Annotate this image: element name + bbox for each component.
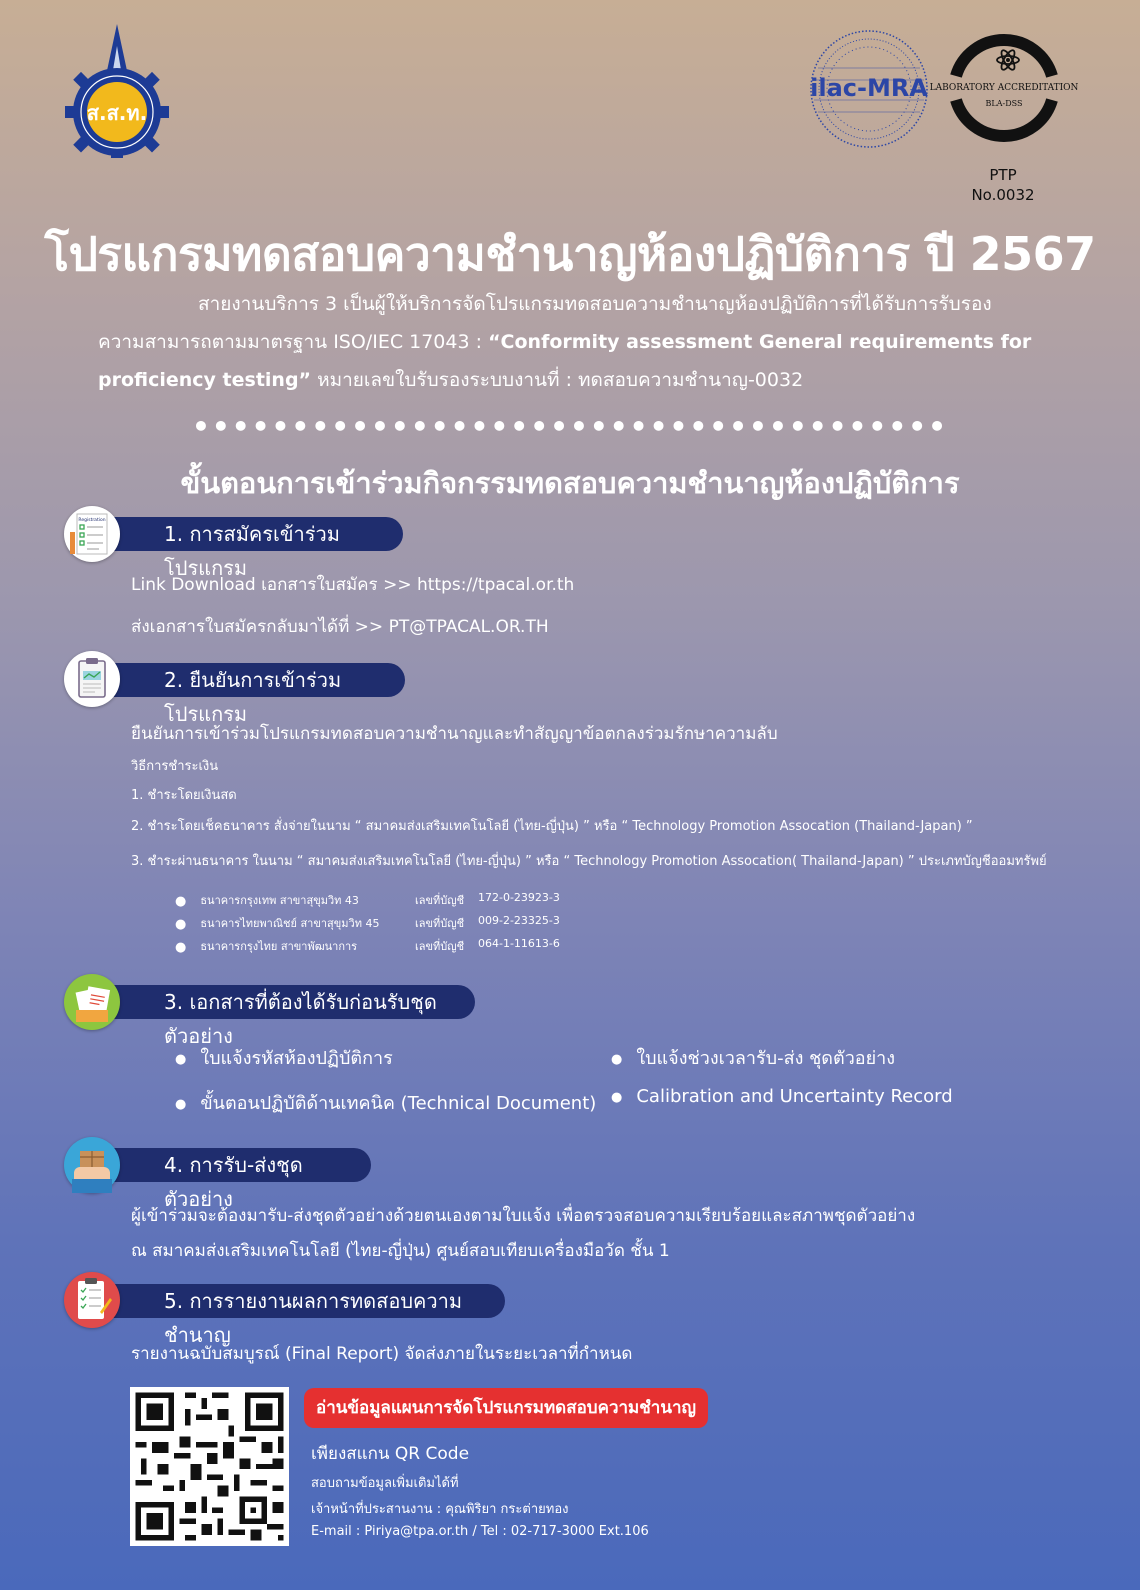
ptp-line1: PTP <box>989 166 1017 184</box>
step1-pill: 1. การสมัครเข้าร่วมโปรแกรม <box>92 517 403 551</box>
qr-code[interactable] <box>130 1387 289 1546</box>
bank-name-2: ● ธนาคารไทยพาณิชย์ สาขาสุขุมวิท 45 <box>175 914 379 932</box>
intro-line2: ความสามารถตามมาตรฐาน ISO/IEC 17043 : “Conformity assessment General requirements for <box>98 331 1032 353</box>
page-title: โปรแกรมทดสอบความชำนาญห้องปฏิบัติการ ปี 2567 <box>44 227 1096 281</box>
payment-transfer: 3. ชำระผ่านธนาคาร ในนาม “ สมาคมส่งเสริมเทคโนโลยี (ไทย-ญี่ปุ่น) ” หรือ “ Technology Promotion Assocation( Thailand-Japan) ” ประเภทบัญชีออมทรัพย์ <box>131 854 1047 869</box>
payment-title: วิธีการชำระเงิน <box>131 759 219 774</box>
svg-text:Registration: Registration <box>78 518 106 523</box>
contact-email-tel[interactable]: E-mail : Piriya@tpa.or.th / Tel : 02-717-3000 Ext.106 <box>311 1524 649 1539</box>
step1-download-link[interactable]: Link Download เอกสารใบสมัคร >> https://tpacal.or.th <box>131 575 575 595</box>
step4-pill: 4. การรับ-ส่งชุดตัวอย่าง <box>92 1148 371 1182</box>
step2-pill: 2. ยืนยันการเข้าร่วมโปรแกรม <box>92 663 405 697</box>
bank-name-1: ● ธนาคารกรุงเทพ สาขาสุขุมวิท 43 <box>175 891 359 909</box>
bank-number-3: 064-1-11613-6 <box>478 937 560 950</box>
contact-intro: สอบถามข้อมูลเพิ่มเติมได้ที่ <box>311 1476 459 1491</box>
step4-text-line1: ผู้เข้าร่วมจะต้องมารับ-ส่งชุดตัวอย่างด้วยตนเองตามใบแจ้ง เพื่อตรวจสอบความเรียบร้อยและสภาพชุดตัวอย่าง <box>131 1206 916 1226</box>
intro-line1: สายงานบริการ 3 เป็นผู้ให้บริการจัดโปรแกรมทดสอบความชำนาญห้องปฏิบัติการที่ได้รับการรับรอง <box>198 293 992 315</box>
payment-cheque: 2. ชำระโดยเช็คธนาคาร สั่งจ่ายในนาม “ สมาคมส่งเสริมเทคโนโลยี (ไทย-ญี่ปุ่น) ” หรือ “ Technology Promotion Assocation (Thailand-Japan) ” <box>131 819 973 834</box>
step3-item-3: ● ขั้นตอนปฏิบัติด้านเทคนิค (Technical Document) <box>175 1088 596 1117</box>
step4-text-line2: ณ สมาคมส่งเสริมเทคโนโลยี (ไทย-ญี่ปุ่น) ศูนย์สอบเทียบเครื่องมือวัด ชั้น 1 <box>131 1241 670 1261</box>
clipboard-icon <box>64 651 120 707</box>
step3-item-4: ● Calibration and Uncertainty Record <box>611 1086 953 1107</box>
bank-label-1: เลขที่บัญชี <box>415 894 465 907</box>
step3-item-1: ● ใบแจ้งรหัสห้องปฏิบัติการ <box>175 1043 393 1072</box>
bank-label-3: เลขที่บัญชี <box>415 940 465 953</box>
svg-text:BLA-DSS: BLA-DSS <box>985 99 1023 108</box>
svg-text:ilac-MRA: ilac-MRA <box>810 74 928 102</box>
contact-person: เจ้าหน้าที่ประสานงาน : คุณพิริยา กระต่ายทอง <box>311 1502 569 1517</box>
report-clipboard-icon <box>64 1272 120 1328</box>
svg-text:LABORATORY ACCREDITATION: LABORATORY ACCREDITATION <box>929 83 1079 93</box>
intro-line3: proficiency testing” หมายเลขใบรับรองระบบงานที่ : ทดสอบความชำนาญ-0032 <box>98 369 804 391</box>
svg-text:ส.ส.ท.: ส.ส.ท. <box>86 101 148 125</box>
registration-icon <box>64 506 120 562</box>
ilac-mra-logo <box>808 28 930 150</box>
intro-paragraph <box>98 285 1058 399</box>
bank-number-2: 009-2-23325-3 <box>478 914 560 927</box>
read-plan-button[interactable]: อ่านข้อมูลแผนการจัดโปรแกรมทดสอบความชำนาญ <box>304 1388 708 1428</box>
documents-icon <box>64 974 120 1030</box>
tpa-logo <box>62 22 172 160</box>
package-delivery-icon <box>64 1137 120 1193</box>
accreditation-logo <box>929 26 1079 150</box>
ptp-line2: No.0032 <box>971 186 1035 204</box>
bank-name-3: ● ธนาคารกรุงไทย สาขาพัฒนาการ <box>175 937 357 955</box>
section-subtitle: ขั้นตอนการเข้าร่วมกิจกรรมทดสอบความชำนาญห้องปฏิบัติการ <box>180 466 960 500</box>
payment-cash: 1. ชำระโดยเงินสด <box>131 788 237 803</box>
bank-label-2: เลขที่บัญชี <box>415 917 465 930</box>
step1-email-line[interactable]: ส่งเอกสารใบสมัครกลับมาได้ที่ >> PT@TPACAL.OR.TH <box>131 617 549 637</box>
bank-number-1: 172-0-23923-3 <box>478 891 560 904</box>
dot-divider: •••••••••••••••••••••••••••••••••••••• <box>191 410 949 443</box>
scan-qr-text: เพียงสแกน QR Code <box>311 1444 470 1464</box>
step2-confirm-text: ยืนยันการเข้าร่วมโปรแกรมทดสอบความชำนาญและทำสัญญาข้อตกลงร่วมรักษาความลับ <box>131 724 778 744</box>
step3-pill: 3. เอกสารที่ต้องได้รับก่อนรับชุดตัวอย่าง <box>92 985 475 1019</box>
ptp-number <box>960 165 1046 205</box>
step5-text: รายงานฉบับสมบูรณ์ (Final Report) จัดส่งภายในระยะเวลาที่กำหนด <box>131 1344 633 1364</box>
step3-item-2: ● ใบแจ้งช่วงเวลารับ-ส่ง ชุดตัวอย่าง <box>611 1043 895 1072</box>
step5-pill: 5. การรายงานผลการทดสอบความชำนาญ <box>92 1284 505 1318</box>
